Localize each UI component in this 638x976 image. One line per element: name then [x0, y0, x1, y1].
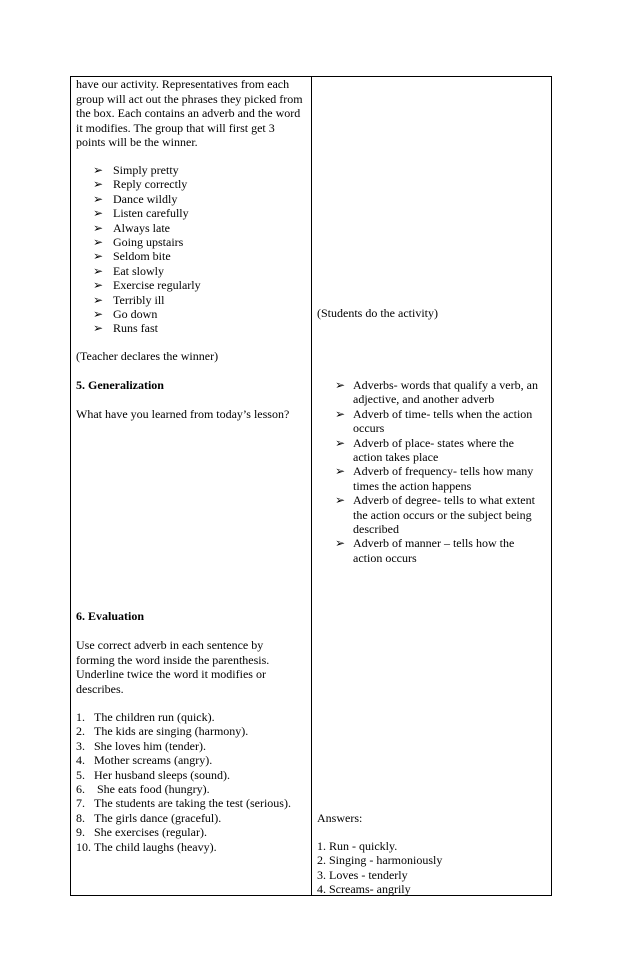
list-item: ➢ Adverb of place- states where the action takes place: [335, 435, 514, 465]
list-item: ➢ Simply pretty: [93, 163, 179, 177]
list-item: 2. The kids are singing (harmony).: [76, 724, 249, 739]
generalization-points: [335, 378, 546, 565]
list-item: ➢ Going upstairs: [93, 235, 184, 250]
arrow-bullet-icon: ➢: [335, 536, 346, 551]
arrow-bullet-icon: ➢: [335, 378, 346, 392]
list-item: 1. Run - quickly.: [317, 839, 398, 853]
list-item: 5. Her husband sleeps (sound).: [76, 767, 230, 782]
phrase-list: [93, 163, 201, 336]
list-item: ➢ Terribly ill: [93, 292, 165, 307]
list-item: 10. The child laughs (heavy).: [76, 839, 217, 854]
list-item: ➢ Seldom bite: [93, 249, 171, 264]
arrow-bullet-icon: ➢: [93, 191, 104, 206]
arrow-bullet-icon: ➢: [93, 177, 104, 192]
evaluation-list: [76, 710, 291, 854]
list-item: 8. The girls dance (graceful).: [76, 810, 222, 825]
teacher-activity-column: [71, 77, 311, 895]
arrow-bullet-icon: ➢: [93, 235, 104, 250]
lesson-plan-table: [70, 76, 552, 896]
list-item: 6. She eats food (hungry).: [76, 782, 210, 797]
arrow-bullet-icon: ➢: [335, 406, 346, 421]
list-item: ➢ Reply correctly: [93, 177, 188, 192]
arrow-bullet-icon: ➢: [93, 278, 104, 293]
list-item: ➢ Adverb of frequency- tells how many times the action happens: [335, 464, 534, 493]
list-item: ➢ Adverb of degree- tells to what extent the action occurs or the subject being described: [335, 493, 535, 537]
generalization-heading: 5. Generalization: [76, 378, 164, 392]
activity-instructions: have our activity. Representatives from each group will act out the phrases they picked from the box. Each contains an adverb and the word it modifies. The group that will first get 3 points will be the winner.: [76, 77, 303, 149]
teacher-note: (Teacher declares the winner): [76, 349, 219, 363]
list-item: ➢ Adverb of time- tells when the action occurs: [335, 406, 533, 436]
list-item: ➢ Adverbs- words that qualify a verb, an adjective, and another adverb: [335, 378, 538, 407]
list-item: 3. She loves him (tender).: [76, 738, 206, 753]
answers-list: [317, 839, 442, 897]
arrow-bullet-icon: ➢: [335, 464, 346, 479]
evaluation-heading: 6. Evaluation: [76, 609, 145, 623]
list-item: 3. Loves - tenderly: [317, 867, 408, 882]
list-item: 2. Singing - harmoniously: [317, 853, 443, 868]
list-item: ➢ Runs fast: [93, 321, 158, 336]
generalization-question: What have you learned from today’s lesson?: [76, 407, 290, 421]
arrow-bullet-icon: ➢: [335, 435, 346, 450]
list-item: ➢ Eat slowly: [93, 263, 164, 278]
list-item: 4. Screams- angrily: [317, 882, 411, 897]
arrow-bullet-icon: ➢: [93, 292, 104, 307]
arrow-bullet-icon: ➢: [93, 263, 104, 278]
list-item: 9. She exercises (regular).: [76, 825, 207, 840]
list-item: ➢ Exercise regularly: [93, 278, 201, 293]
activity-response: (Students do the activity): [317, 306, 438, 320]
list-item: ➢ Adverb of manner – tells how the action occurs: [335, 536, 515, 565]
list-item: ➢ Listen carefully: [93, 206, 189, 221]
arrow-bullet-icon: ➢: [93, 206, 104, 221]
list-item: 4. Mother screams (angry).: [76, 753, 213, 768]
evaluation-instructions: Use correct adverb in each sentence by forming the word inside the parenthesis. Underline twice the word it modifies or describes.: [76, 638, 270, 696]
list-item: ➢ Always late: [93, 220, 170, 235]
arrow-bullet-icon: ➢: [93, 220, 104, 235]
list-item: 1. The children run (quick).: [76, 710, 215, 724]
student-activity-column: [312, 77, 552, 895]
arrow-bullet-icon: ➢: [335, 493, 346, 508]
list-item: 7. The students are taking the test (serious).: [76, 796, 291, 811]
arrow-bullet-icon: ➢: [93, 307, 104, 322]
list-item: ➢ Go down: [93, 307, 158, 322]
arrow-bullet-icon: ➢: [93, 321, 104, 336]
arrow-bullet-icon: ➢: [93, 163, 104, 177]
answers-label: Answers:: [317, 811, 363, 825]
arrow-bullet-icon: ➢: [93, 249, 104, 264]
list-item: ➢ Dance wildly: [93, 191, 178, 206]
